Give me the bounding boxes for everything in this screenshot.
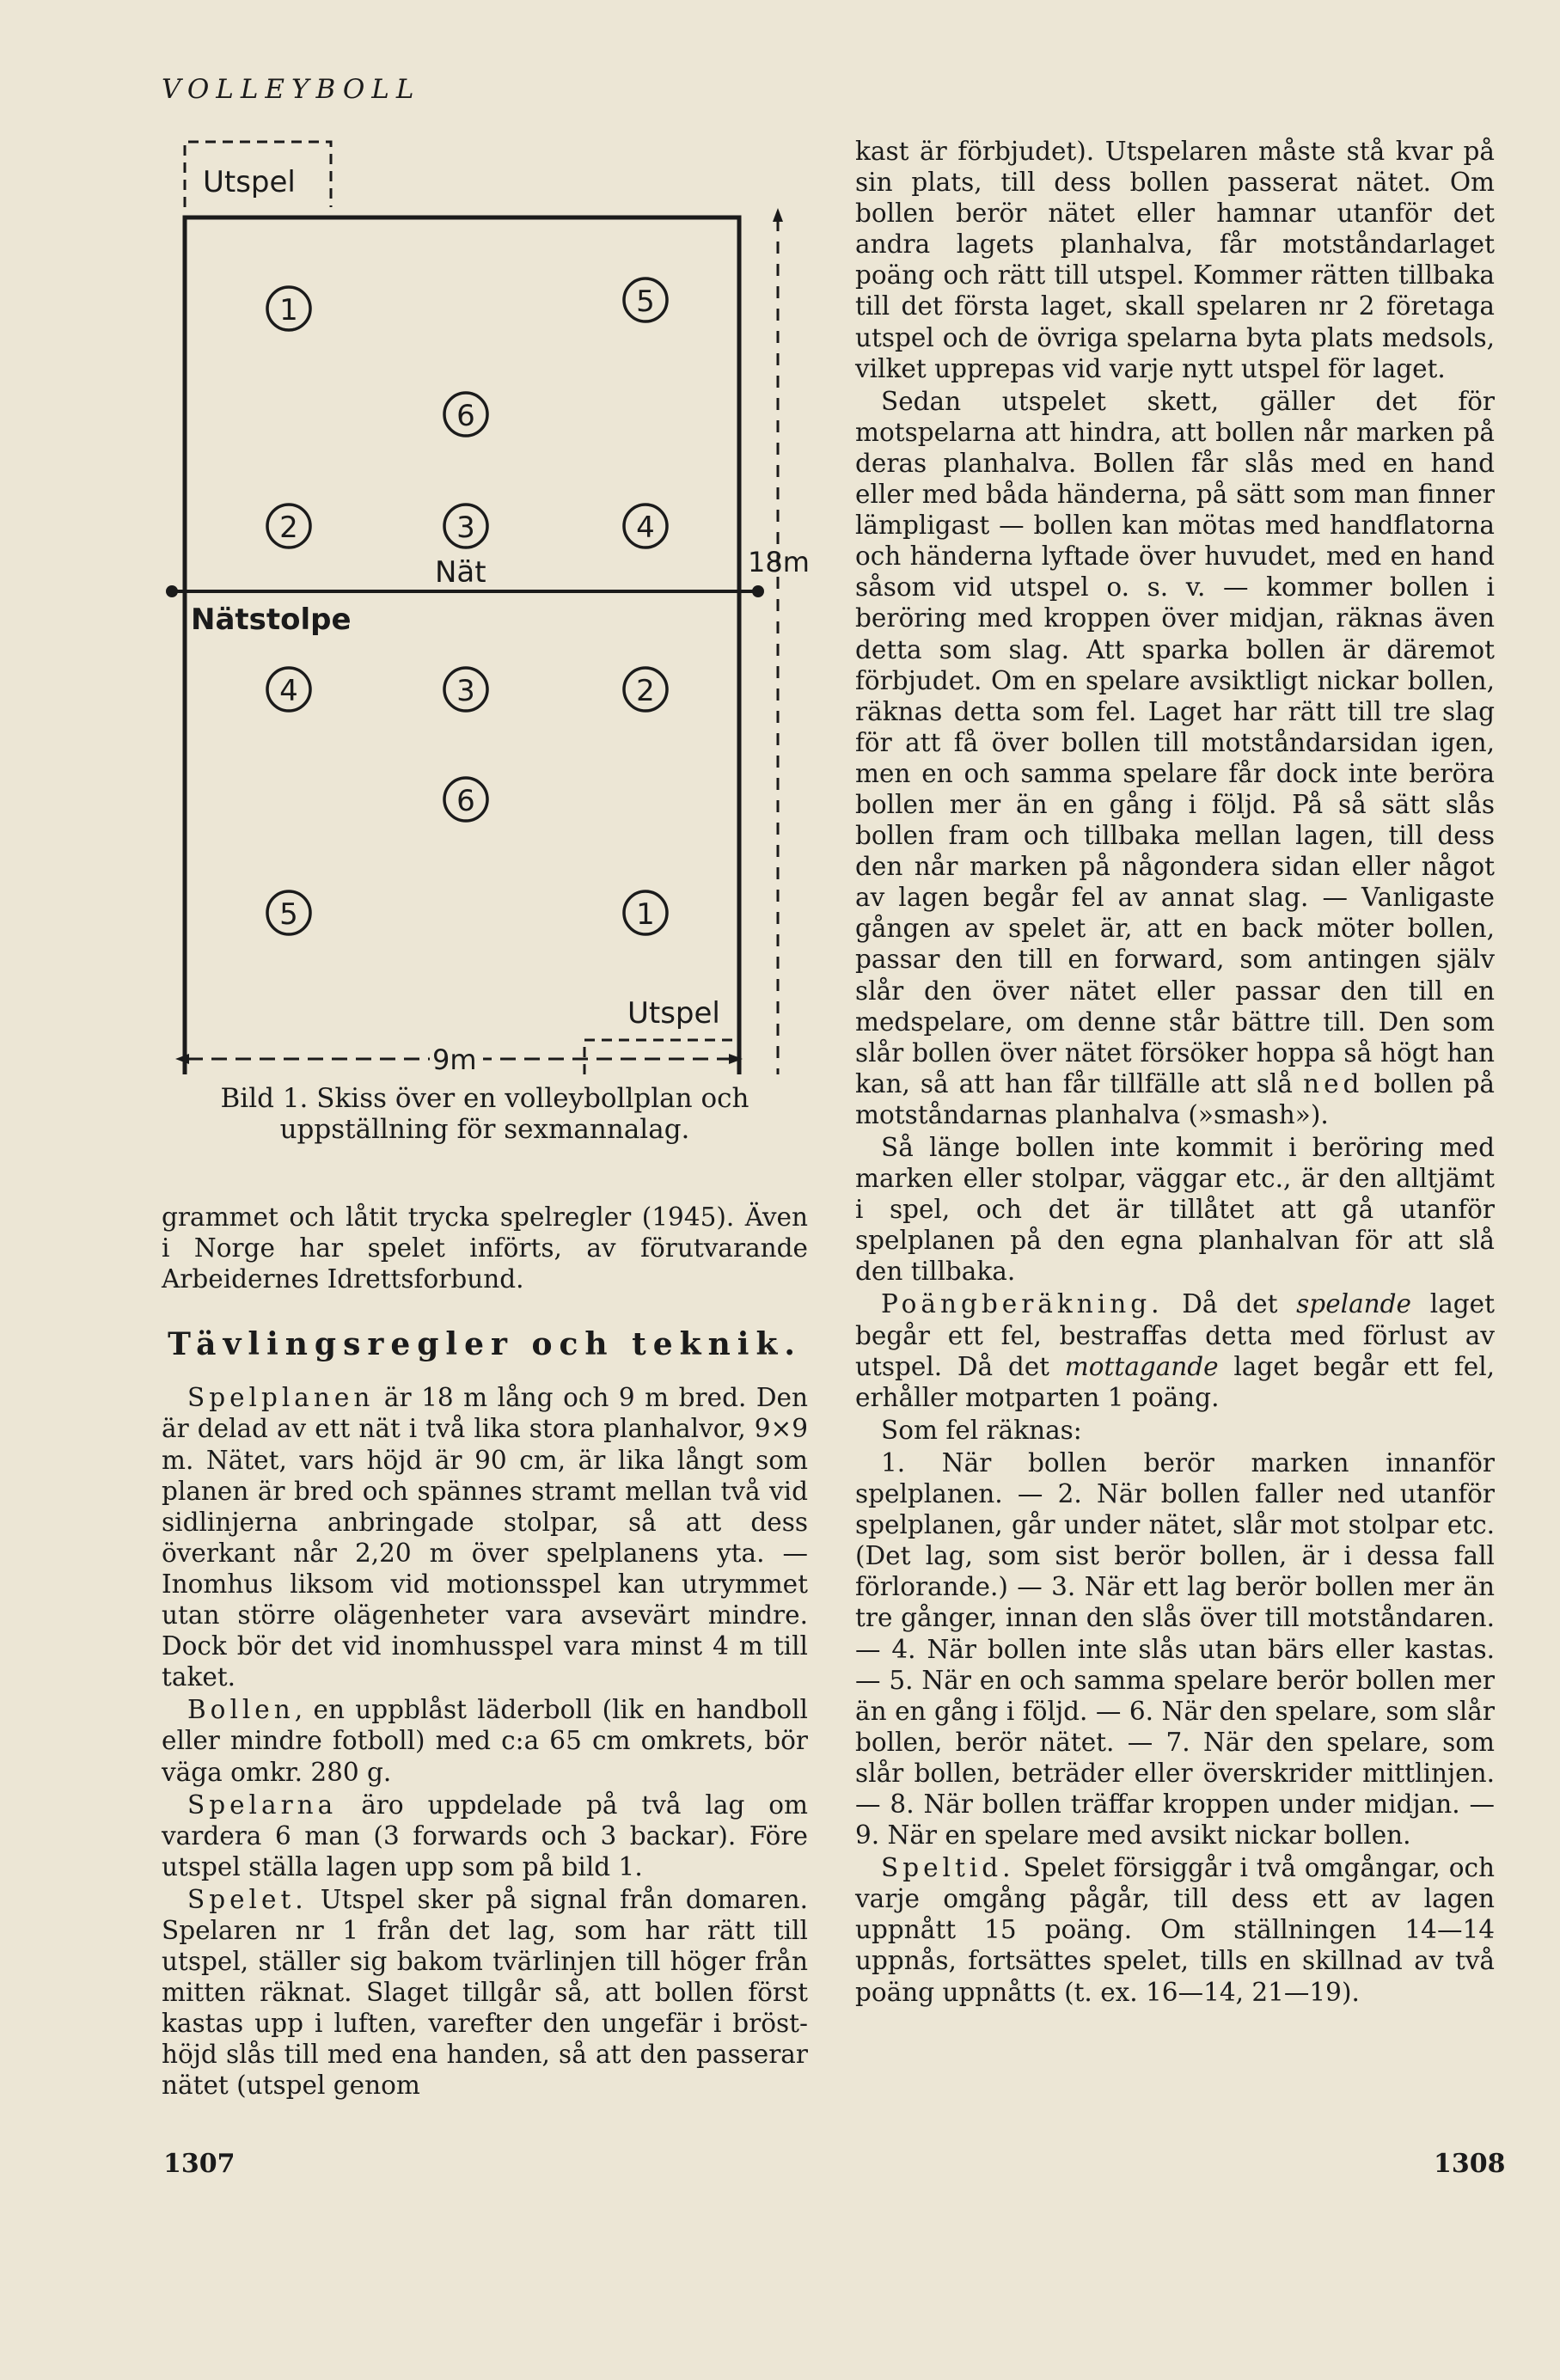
term: Spelarna xyxy=(187,1790,338,1820)
top-team-positions xyxy=(267,278,667,548)
section-heading: Tävlingsregler och teknik. xyxy=(168,1326,802,1363)
net-post-right xyxy=(752,585,764,597)
player-position: 5 xyxy=(636,284,655,319)
net-post-left xyxy=(166,585,178,597)
page-number-right: 1308 xyxy=(1434,2149,1506,2179)
paragraph-scoring: Poängberäkning. Då det spelande laget begår ett fel, bestraffas detta med förlust av utspel. Då det mottagande laget begår ett fel, erhåller motparten 1 poäng. xyxy=(855,1289,1496,1412)
net-label: Nät xyxy=(435,555,486,590)
player-position: 4 xyxy=(636,511,655,545)
arrow-left-icon xyxy=(175,1054,189,1064)
paragraph-continued: kast är förbjudet). Utspelaren måste stå kvar på sin plats, till dess bollen passerat nätet. Om bollen berör nätet eller hamnar utanför det andra lagets planhalva, får motståndarlaget poäng och rätt till utspel. Kommer rätten tillbaka till det första laget, skall spelaren nr 2 företaga utspel och de övriga spelarna byta plats medsols, vilket upprepas vid varje nytt utspel för laget. xyxy=(855,137,1495,383)
paragraph-play: Sedan utspelet skett, gäller det för motspelarna att hindra, att bollen når marken på deras planhalva. Bollen får slås med en hand eller med båda händerna, på sätt som man finner lämpligast — bollen kan mötas med handflatorna och händerna lyftade över huvudet, med en hand såsom vid utspel o. s. v. — kommer bollen i beröring med kroppen över midjan, räknas även detta som slag. Att sparka bollen är däremot förbjudet. Om en spelare avsiktligt nickar bollen, räknas detta som fel. Laget har rätt till tre slag för att få över bollen till motståndarsidan igen, men en och samma spelare får dock inte beröra bollen mer än en gång i följd. På så sätt slås bollen fram och tillbaka mellan lagen, till dess den når marken på någondera sidan eller något av lagen begår fel av annat slag. — Vanligaste gången av spelet är, att en back möter bollen, passar den till en forward, som antingen själv slår den över nätet eller passar den till en medspelare, om denne står bättre till. Den som slår bollen över nätet försöker hoppa så högt han kan, så att han får tillfälle att slå ned bollen på motståndarnas planhalva (»smash»). xyxy=(855,386,1496,1129)
player-position: 6 xyxy=(456,399,475,433)
page-number-left: 1307 xyxy=(163,2149,236,2179)
term: Spelet. xyxy=(187,1884,308,1914)
width-label: 9m xyxy=(432,1043,477,1074)
paragraph-intro: grammet och låtit trycka spelregler (1945). Även i Norge har spelet införts, av förutvarande Arbeidernes Idrettsforbund. xyxy=(162,1202,808,1294)
player-position: 6 xyxy=(456,784,475,818)
paragraph-faults-list: 1. När bollen berör marken innanför spelplanen. — 2. När bollen faller ned utanför spelplanen, går under nätet, slår mot stolpar etc. (Det lag, som sist berör bollen, är i dessa fall förlorande.) — 3. När ett lag berör bollen mer än tre gånger, innan den slås över till motståndaren. — 4. När bollen inte slås utan bärs eller kastas. — 5. När en och samma spelare berör bollen mer än en gång i följd. — 6. När den spelare, som slår bollen, berör nätet. — 7. När den spelare, som slår bollen, beträder eller överskrider mittlinjen. — 8. När bollen träffar kroppen under midjan. — 9. När en spelare med avsikt nickar bollen. xyxy=(855,1447,1495,1851)
player-position: 3 xyxy=(456,674,475,708)
net-post-label: Nätstolpe xyxy=(191,603,352,637)
paragraph-speltid: Speltid. Spelet försiggår i två omgångar, och varje omgång pågår, till dess ett av lagen uppnått 15 poäng. Om ställningen 14—14 uppnås, fortsättes spelet, tills en skillnad av två poäng uppnåtts (t. ex. 16—14, 21—19). xyxy=(855,1853,1495,2007)
player-position: 3 xyxy=(456,511,475,545)
bottom-team-positions xyxy=(267,668,667,934)
paragraph-spelplanen: Spelplanen är 18 m lång och 9 m bred. Den är delad av ett nät i två lika stora planhalvor, 9×9 m. Nätet, vars höjd är 90 cm, är lika långt som planen är bred och spännes stramt mellan två vid sidlinjerna anbringade stolpar, så att dess överkant når 2,20 m över spelplanens yta. — Inomhus liksom vid motionsspel kan utrymmet utan större olägenheter vara avsevärt mindre. Dock bör det vid inomhusspel vara minst 4 m till taket. xyxy=(162,1383,808,1692)
term: Spelplanen xyxy=(187,1383,375,1413)
paragraph-spelarna: Spelarna äro uppdelade på två lag om vardera 6 man (3 forwards och 3 backar). Före utspel ställa lagen upp som på bild 1. xyxy=(162,1790,808,1881)
running-header: VOLLEYBOLL xyxy=(162,74,421,105)
paragraph-bollen: Bollen, en uppblåst läderboll (lik en handboll eller mindre fotboll) med c:a 65 cm omkrets, bör väga omkr. 280 g. xyxy=(162,1695,808,1787)
term: Bollen xyxy=(187,1695,295,1725)
left-column xyxy=(162,1202,808,2102)
player-position: 1 xyxy=(279,293,298,327)
paragraph-spelet: Spelet. Utspel sker på signal från domaren. Spelaren nr 1 från det lag, som har rätt till utspel, ställer sig bakom tvärlinjen till höger från mitten räknat. Slaget tillgår så, att bollen först kastas upp i luften, varefter den ungefär i brösthöjd slås till med ena handen, så att den passerar nätet (utspel genom xyxy=(162,1884,808,2101)
player-position: 2 xyxy=(279,511,298,545)
term: Speltid. xyxy=(881,1853,1015,1883)
volleyball-court-diagram xyxy=(146,120,834,1074)
arrow-up-icon xyxy=(773,208,783,222)
bottom-serve-label: Utspel xyxy=(627,996,720,1031)
figure-caption: Bild 1. Skiss över en volleybollplan och uppställning för sexmannalag. xyxy=(220,1083,749,1145)
term: Poängberäkning. xyxy=(881,1289,1164,1319)
length-label: 18m xyxy=(748,546,810,578)
player-position: 2 xyxy=(636,674,655,708)
paragraph-in-play: Så länge bollen inte kommit i beröring med marken eller stolpar, väggar etc., är den alltjämt i spel, och det är tillåtet att gå utanför spelplanen på den egna planhalvan för att slå den tillbaka. xyxy=(855,1133,1495,1287)
player-position: 5 xyxy=(279,897,298,932)
top-serve-label: Utspel xyxy=(203,165,296,199)
bottom-serve-box xyxy=(584,1040,739,1074)
paragraph-faults-intro: Som fel räknas: xyxy=(881,1415,1082,1445)
player-position: 4 xyxy=(279,674,298,708)
player-position: 1 xyxy=(636,897,655,932)
right-column xyxy=(855,136,1495,2008)
court-outline xyxy=(185,217,739,1074)
